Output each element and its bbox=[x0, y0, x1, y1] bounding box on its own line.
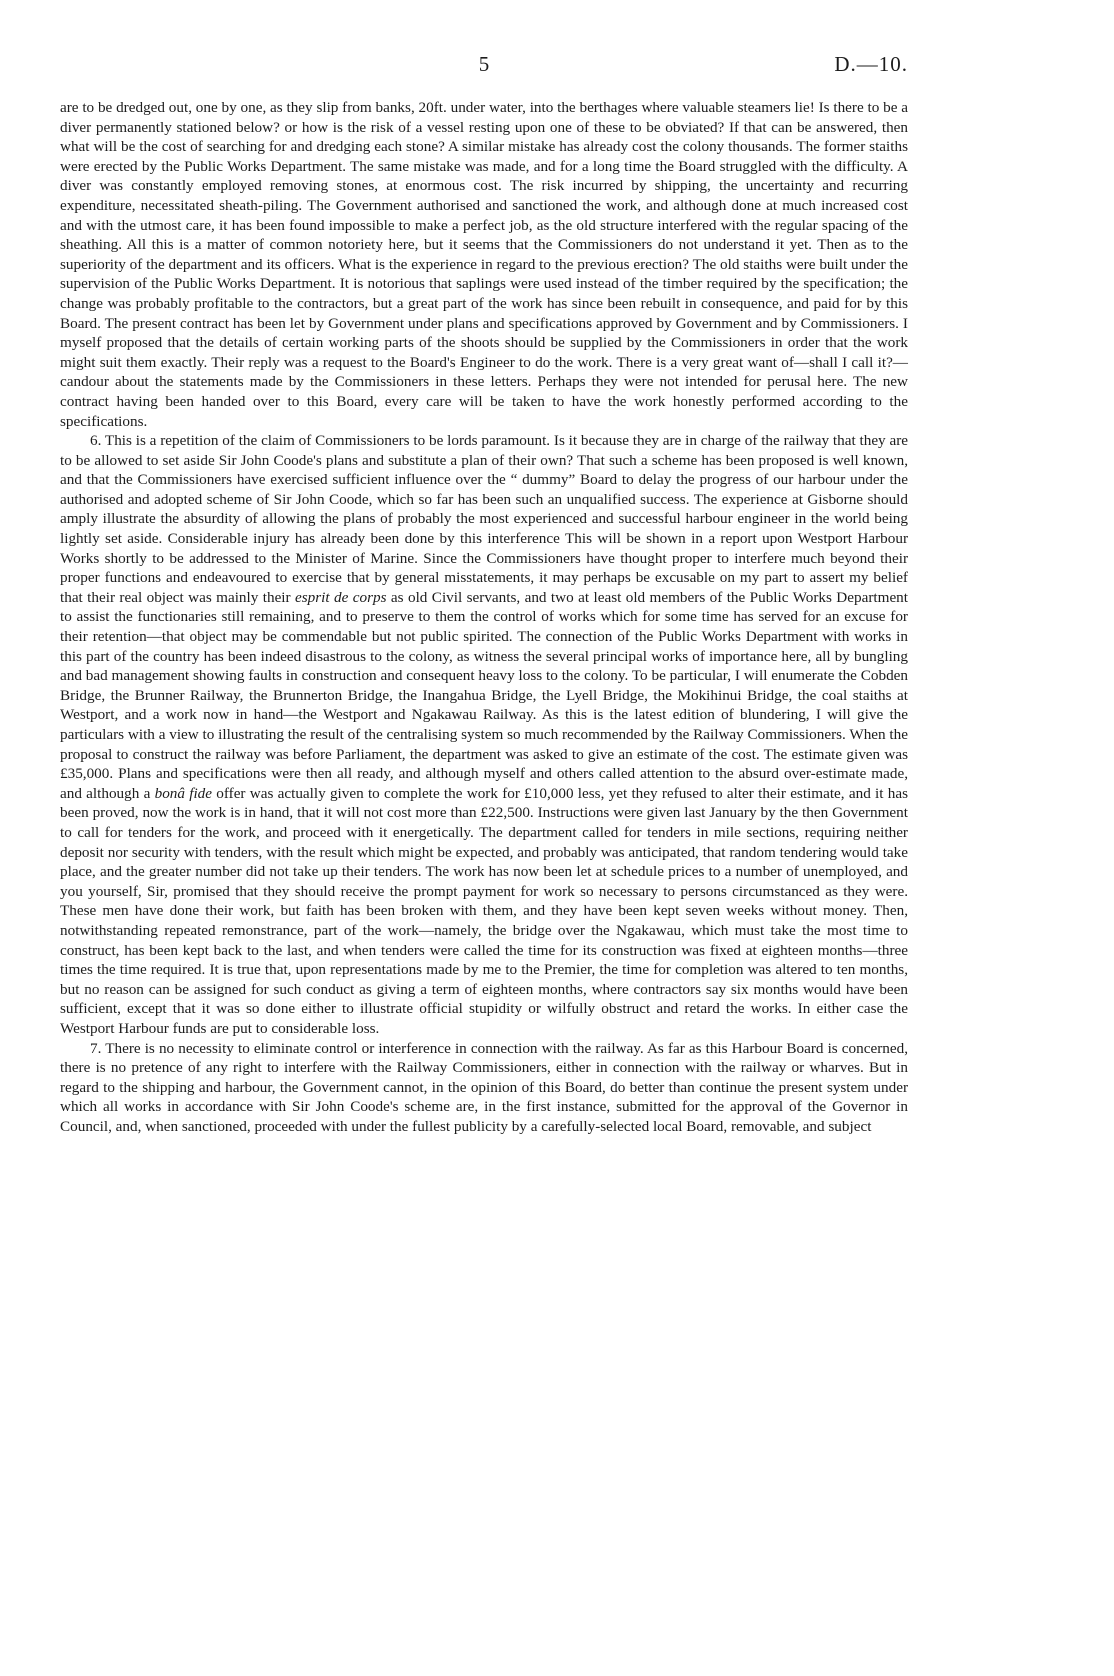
text-segment: offer was actually given to complete the work for £10,000 less, yet they refused to alter their estimate, and it has been proved, now the work is in hand, that it will not cost more than £22,500. Instructions were given last January by the then Government to call for tenders for the work, and proceed with it energetically. The department called for tenders in mile sections, requiring neither deposit nor security with tenders, with the result which might be expected, and probably was anticipated, that random tendering would take place, and the greater number did not take up their tenders. The work has now been let at schedule prices to a number of unemployed, and you yourself, Sir, promised that they should receive the prompt payment for work so necessary to persons circumstanced as they were. These men have done their work, but faith has been broken with them, and they have been kept seven weeks without money. Then, notwithstanding repeated remonstrance, part of the work—namely, the bridge over the Ngakawau, which must take the most time to construct, has been kept back to the last, and when tenders were called the time for its construction was fixed at eighteen months—three times the time required. It is true that, upon representations made by me to the Premier, the time for completion was altered to ten months, but no reason can be assigned for such conduct as giving a term of eighteen months, where contractors say six months would have been sufficient, except that it was so done either to illustrate official stupidity or wilfully obstruct and retard the works. In either case the Westport Harbour funds are put to considerable loss. bbox=[60, 784, 908, 1037]
text-segment: 7. There is no necessity to eliminate control or interference in connection with the railway. As far as this Harbour Board is concerned, there is no pretence of any right to interfere with the Railway Commissioners, either in connection with the railway or wharves. But in regard to the shipping and harbour, the Government cannot, in the opinion of this Board, do better than continue the present system under which all works in accordance with Sir John Coode's scheme are, in the first instance, submitted for the approval of the Governor in Council, and, when sanctioned, proceeded with under the fullest publicity by a carefully-selected local Board, removable, and subject bbox=[60, 1039, 908, 1135]
paragraph-7 bbox=[60, 1039, 908, 1137]
text-segment: as old Civil servants, and two at least old members of the Public Works Department to assist the functionaries still remaining, and to preserve to them the control of works which for some time has served for an excuse for their retention—that object may be commendable but not public spirited. The connection of the Public Works Department with works in this part of the country has been indeed disastrous to the colony, as witness the several principal works of importance here, all by bungling and bad management showing faults in construction and consequent heavy loss to the colony. To be particular, I will enumerate the Cobden Bridge, the Brunner Railway, the Brunnerton Bridge, the Inangahua Bridge, the Lyell Bridge, the Mokihinui Bridge, the coal staiths at Westport, and a work now in hand—the Westport and Ngakawau Railway. As this is the latest edition of blundering, I will give the particulars with a view to illustrating the result of the centralising system so much recommended by the Railway Commissioners. When the proposal to construct the railway was before Parliament, the department was asked to give an estimate of the cost. The estimate given was £35,000. Plans and specifications were then all ready, and although myself and others called attention to the absurd over-estimate made, and although a bbox=[60, 588, 908, 802]
paragraph-continuation bbox=[60, 98, 908, 431]
paragraph-6 bbox=[60, 431, 908, 1038]
text-segment: 6. This is a repetition of the claim of Commissioners to be lords paramount. Is it because they are in charge of the railway that they are to be allowed to set aside Sir John Coode's plans and substitute a plan of their own? That such a scheme has been proposed is well known, and that the Commissioners have exercised sufficient influence over the “ dummy” Board to delay the progress of our harbour under the authorised and adopted scheme of Sir John Coode, which so far has been such an unqualified success. The experience at Gisborne should amply illustrate the absurdity of allowing the plans of probably the most experienced and successful harbour engineer in the world being lightly set aside. Considerable injury has already been done by this interference This will be shown in a report upon Westport Harbour Works shortly to be addressed to the Minister of Marine. Since the Commissioners have thought proper to interfere much beyond their proper functions and endeavoured to exercise that by general misstatements, it may perhaps be excusable on my part to assert my belief that their real object was mainly their bbox=[60, 432, 908, 606]
page-number: 5 bbox=[478, 52, 490, 76]
italic-phrase: esprit de corps bbox=[295, 588, 387, 606]
body-text bbox=[60, 98, 908, 1136]
document-reference: D.—10. bbox=[834, 52, 908, 76]
italic-phrase: bonâ fide bbox=[154, 784, 212, 802]
text-segment: are to be dredged out, one by one, as they slip from banks, 20ft. under water, into the berthages where valuable steamers lie! Is there to be a diver permanently stationed below? or how is the risk of a vessel resting upon one of these to be obviated? If that can be answered, then what will be the cost of searching for and dredging each stone? A similar mistake has already cost the colony thousands. The former staiths were erected by the Public Works Department. The same mistake was made, and for a long time the Board struggled with the difficulty. A diver was constantly employed removing stones, at enormous cost. The risk incurred by shipping, the uncertainty and recurring expenditure, necessitated sheath-piling. The Government authorised and sanctioned the work, and although done at much increased cost and with the utmost care, it has been found impossible to make a perfect job, as the old structure interfered with the regular spacing of the sheathing. All this is a matter of common notoriety here, but it seems that the Commissioners do not understand it yet. Then as to the superiority of the department and its officers. What is the experience in regard to the previous erection? The old staiths were built under the supervision of the Public Works Department. It is notorious that saplings were used instead of the timber required by the specification; the change was probably profitable to the contractors, but a great part of the work has since been rebuilt in consequence, and paid for by this Board. The present contract has been let by Government under plans and specifications approved by Government and by Commissioners. I myself proposed that the details of certain working parts of the shoots should be supplied by the Commissioners in order that the work might suit them exactly. Their reply was a request to the Board's Engineer to do the work. There is a very great want of—shall I call it?—candour about the statements made by the Commissioners in these letters. Perhaps they were not intended for perusal here. The new contract having been handed over to this Board, every care will be taken to have the work honestly performed according to the specifications. bbox=[60, 99, 908, 430]
page-header bbox=[60, 52, 908, 82]
